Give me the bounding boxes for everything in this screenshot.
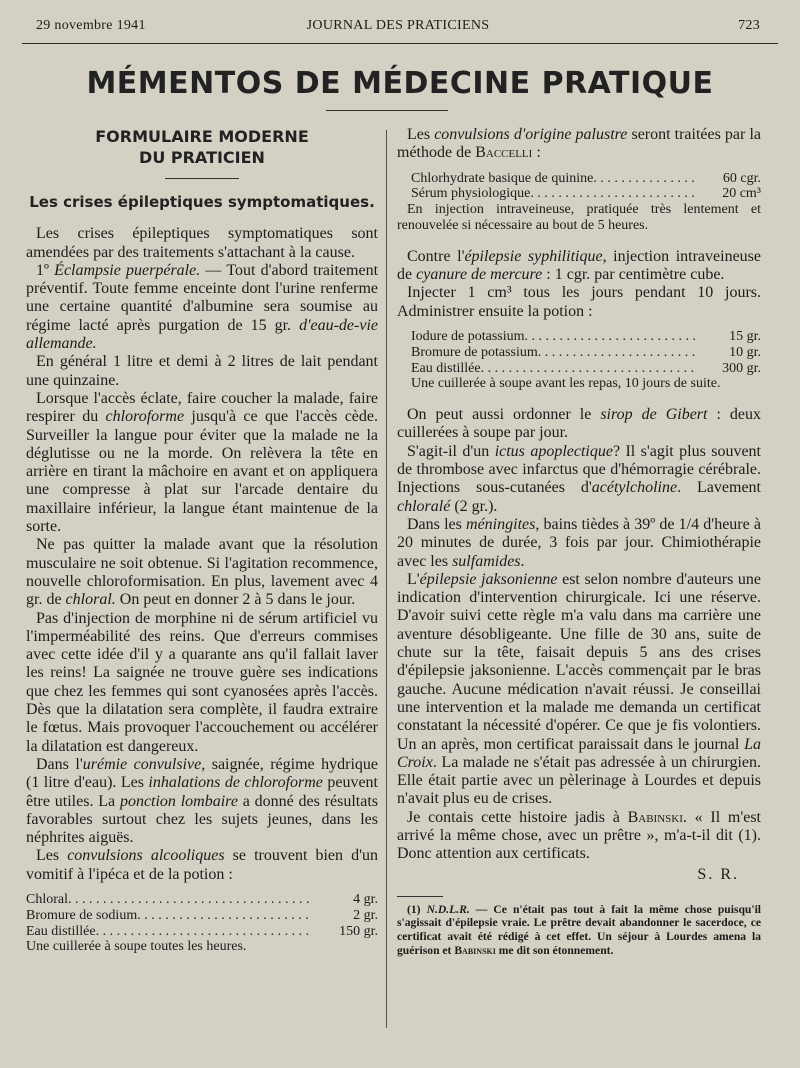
emphasis: convulsions alcooliques	[67, 847, 225, 865]
paragraph	[397, 516, 761, 571]
text: Lorsque l'accès éclate, faire coucher la malade, faire respirer du	[26, 389, 378, 426]
text: — Tout d'abord traitement préventif. Toute femme enceinte dont l'urine renferme une certaine quantité d'albumine sera soumise au régime lacté après purgation de 15 gr.	[26, 261, 379, 334]
text: a donné des résultats favorables surtout chez les sujets jeunes, dans les néphrites aiguës.	[26, 792, 378, 847]
footnote	[397, 903, 761, 957]
paragraph	[397, 443, 761, 516]
text: jusqu'à ce que l'accès cède. Surveiller la langue pour éviter que la malade ne la déglutisse ou ne la morde. On relèvera la tête en arrière en tirant la mâchoire en avant et on appliquera une compresse à plat sur l'arcade dentaire du maxillaire inférieur, la langue étant maintenue de la sorte.	[26, 408, 378, 536]
paragraph	[26, 847, 378, 884]
author-name: Babinski	[454, 943, 496, 957]
paragraph	[26, 390, 378, 536]
text: On peut en donner 2 à 5 dans le jour.	[115, 591, 356, 609]
text: , injection intraveineuse de	[397, 247, 761, 284]
running-header	[36, 18, 760, 40]
text: .	[520, 552, 525, 570]
prescription-row	[397, 361, 761, 377]
ingredient-quantity: 60 cgr.	[722, 170, 761, 186]
footnote-rule	[397, 896, 443, 897]
page-title: MÉMENTOS DE MÉDECINE PRATIQUE	[86, 66, 714, 101]
footnote-marker: (1)	[407, 902, 427, 916]
ingredient-name: Eau distillée	[26, 923, 96, 939]
left-column	[26, 126, 378, 955]
text: se trouvent bien d'un vomitif à l'ipéca et de la potion :	[26, 847, 379, 883]
ingredient-quantity: 20 cm³	[722, 186, 761, 202]
text: S'agit-il d'un	[407, 442, 495, 460]
prescription-note: Une cuillerée à soupe avant les repas, 10 jours de suite.	[411, 376, 721, 392]
emphasis: ponction lombaire	[119, 792, 238, 810]
text: Dans les	[407, 515, 467, 533]
emphasis: chloralé	[397, 497, 451, 515]
emphasis: sirop de Gibert	[600, 406, 708, 424]
header-date: 29 novembre 1941	[36, 18, 146, 33]
paragraph: Injecter 1 cm³ tous les jours pendant 10 jours. Administrer ensuite la potion :	[397, 284, 761, 320]
prescription-row	[26, 908, 378, 924]
emphasis: méningites	[466, 515, 536, 533]
ingredient-name: Sérum physiologique	[411, 186, 531, 202]
paragraph	[397, 809, 761, 864]
ingredient-name: Bromure de potassium	[411, 344, 538, 360]
ingredient-quantity: 10 gr.	[729, 344, 761, 360]
text: seront traitées par la méthode de	[397, 126, 761, 162]
text: — Ce n'était pas tout à fait la même chose puisqu'il s'agissait d'épilepsie vraie. Le prêtre devait abandonner le sacerdoce, ce certificat avait été rédigé à cet effet. Un séjour à Lourdes amena la guérison et	[397, 902, 762, 957]
emphasis: épilepsie syphilitique	[464, 247, 603, 265]
author-name: Babinski	[627, 808, 683, 826]
emphasis: épilepsie jaksonienne	[419, 570, 558, 588]
prescription-row	[26, 892, 378, 908]
text: Les	[36, 847, 68, 865]
text: Dans l'	[36, 755, 83, 773]
text: (2 gr.).	[450, 497, 498, 515]
header-page-number: 723	[738, 18, 760, 33]
right-column	[397, 126, 761, 957]
paragraph	[397, 248, 761, 285]
prescription-row	[397, 171, 761, 187]
text: L'	[407, 570, 420, 588]
ingredient-name: Bromure de sodium	[26, 907, 138, 923]
ingredient-quantity: 300 gr.	[722, 360, 761, 376]
section-title-line-2: DU PRATICIEN	[139, 148, 265, 167]
text: :	[532, 144, 541, 162]
emphasis: inhalations de chloroforme	[148, 774, 323, 792]
article-subtitle: Les crises épileptiques symptomatiques.	[29, 193, 375, 211]
prescription-row	[397, 329, 761, 345]
paragraph	[397, 126, 761, 163]
ingredient-quantity: 4 gr.	[353, 891, 378, 907]
paragraph	[26, 262, 378, 353]
ingredient-name: Chloral	[26, 891, 68, 907]
text: me dit son étonnement.	[495, 943, 614, 957]
text: Je contais cette histoire jadis à	[407, 808, 628, 826]
item-number: 1º	[36, 261, 55, 279]
header-journal: JOURNAL DES PRATICIENS	[306, 18, 490, 33]
emphasis: d'eau-de-vie allemande.	[26, 316, 378, 353]
emphasis: La Croix	[397, 735, 761, 771]
ingredient-quantity: 150 gr.	[339, 923, 378, 939]
paragraph: Pas d'injection de morphine ni de sérum artificiel vu l'imperméabilité des reins. Que d'erreurs commises avec cette idée d'il y a quarante ans qu'il fallait laver les reins! La saignée ne trouve guère ses indications que chez les femmes qui sont cyanosées après l'accès. Dès que la dilatation sera complète, il faudra extraire le fœtus. Mais provoquer l'accouchement ou accélérer la dilatation est dangereux.	[26, 609, 378, 755]
text: . La malade ne s'était pas adressée à un chirurgien. Elle était partie avec un pèlerinage à Lourdes et depuis n'avait plus eu de crises.	[397, 753, 761, 808]
text: peuvent être utiles. La	[26, 774, 378, 810]
text: : deux cuillerées à soupe par jour.	[397, 406, 761, 442]
signature: S. R.	[697, 865, 739, 883]
emphasis: urémie convulsive	[82, 755, 202, 773]
title-rule	[326, 110, 448, 111]
paragraph	[397, 406, 761, 443]
text: . « Il m'est arrivé la même chose, avec un prêtre », m'a-t-il dit (1). Donc attention aux certificats.	[397, 808, 762, 863]
emphasis: chloroforme	[105, 408, 185, 426]
text: Contre l'	[407, 247, 465, 265]
ingredient-name: Eau distillée	[411, 360, 481, 376]
section-rule	[165, 178, 239, 179]
text: ? Il s'agit plus souvent de thrombose avec infarctus que d'hémorragie cérébrale. Injections sous-cutanées d'	[397, 442, 761, 497]
text: . Lavement	[677, 479, 761, 497]
column-divider	[386, 130, 387, 1028]
ingredient-quantity: 15 gr.	[729, 328, 761, 344]
text: On peut aussi ordonner le	[407, 406, 601, 424]
author-name: Baccelli	[475, 144, 533, 162]
prescription-row	[26, 924, 378, 940]
prescription-note: En injection intraveineuse, pratiquée très lentement et renouvelée si nécessaire au bout de 5 heures.	[397, 202, 761, 233]
text: : 1 cgr. par centimètre cube.	[542, 266, 725, 284]
ingredient-name: Chlorhydrate basique de quinine	[411, 170, 594, 186]
text: Ne pas quitter la malade avant que la résolution musculaire ne soit obtenue. Si l'agitation recommence, nouvelle chloroformisation. En plus, lavement avec 4 gr. de	[26, 536, 378, 609]
paragraph	[26, 536, 378, 609]
ingredient-name: Iodure de potassium	[411, 328, 525, 344]
emphasis: ictus apoplectique	[494, 442, 613, 460]
emphasis: Éclampsie puerpérale.	[54, 261, 201, 279]
prescription	[397, 171, 761, 234]
emphasis: cyanure de mercure	[416, 266, 543, 284]
emphasis: N.D.L.R.	[426, 902, 470, 916]
text: , saignée, régime hydrique (1 litre d'eau). Les	[26, 755, 379, 792]
prescription-note: Une cuillerée à soupe toutes les heures.	[26, 939, 247, 955]
prescription-row	[397, 186, 761, 202]
emphasis: chloral.	[65, 591, 116, 609]
paragraph: En général 1 litre et demi à 2 litres de lait pendant une quinzaine.	[26, 353, 378, 389]
section-title-line-1: FORMULAIRE MODERNE	[95, 127, 309, 146]
text: Les	[407, 126, 435, 143]
emphasis: acétylcholine	[591, 479, 678, 497]
ingredient-quantity: 2 gr.	[353, 907, 378, 923]
emphasis: sulfamides	[452, 552, 521, 570]
paragraph: Les crises épileptiques symptomatiques sont amendées par des traitements s'attachant à la cause.	[26, 225, 378, 261]
header-rule	[22, 43, 778, 44]
text: , bains tièdes à 39º de 1/4 d'heure à 20 minutes de durée, 3 fois par jour. Chimiothérapie avec les	[397, 515, 761, 570]
emphasis: convulsions d'origine palustre	[434, 126, 628, 143]
paragraph	[397, 571, 761, 809]
prescription	[397, 329, 761, 392]
prescription-row	[397, 345, 761, 361]
prescription	[26, 892, 378, 955]
text: est selon nombre d'auteurs une indication d'intervention chirurgicale. Ici une réserve. D'avoir suivi cette règle m'a valu dans ma carrière une aventure désobligeante. Une fille de 30 ans, suite de chute sur la tête, faisait depuis 5 ans des crises d'épilepsie jaksonienne. L'accès commençait par le bras gauche. Aucune médication n'avait réussi. Je conseillai une intervention et la malade me demanda un certificat constatant la nécessité d'opérer. Ce que je fis volontiers. Un an après, mon certificat paraissait dans le journal	[397, 570, 762, 753]
paragraph	[26, 756, 378, 847]
section-title	[26, 126, 378, 168]
